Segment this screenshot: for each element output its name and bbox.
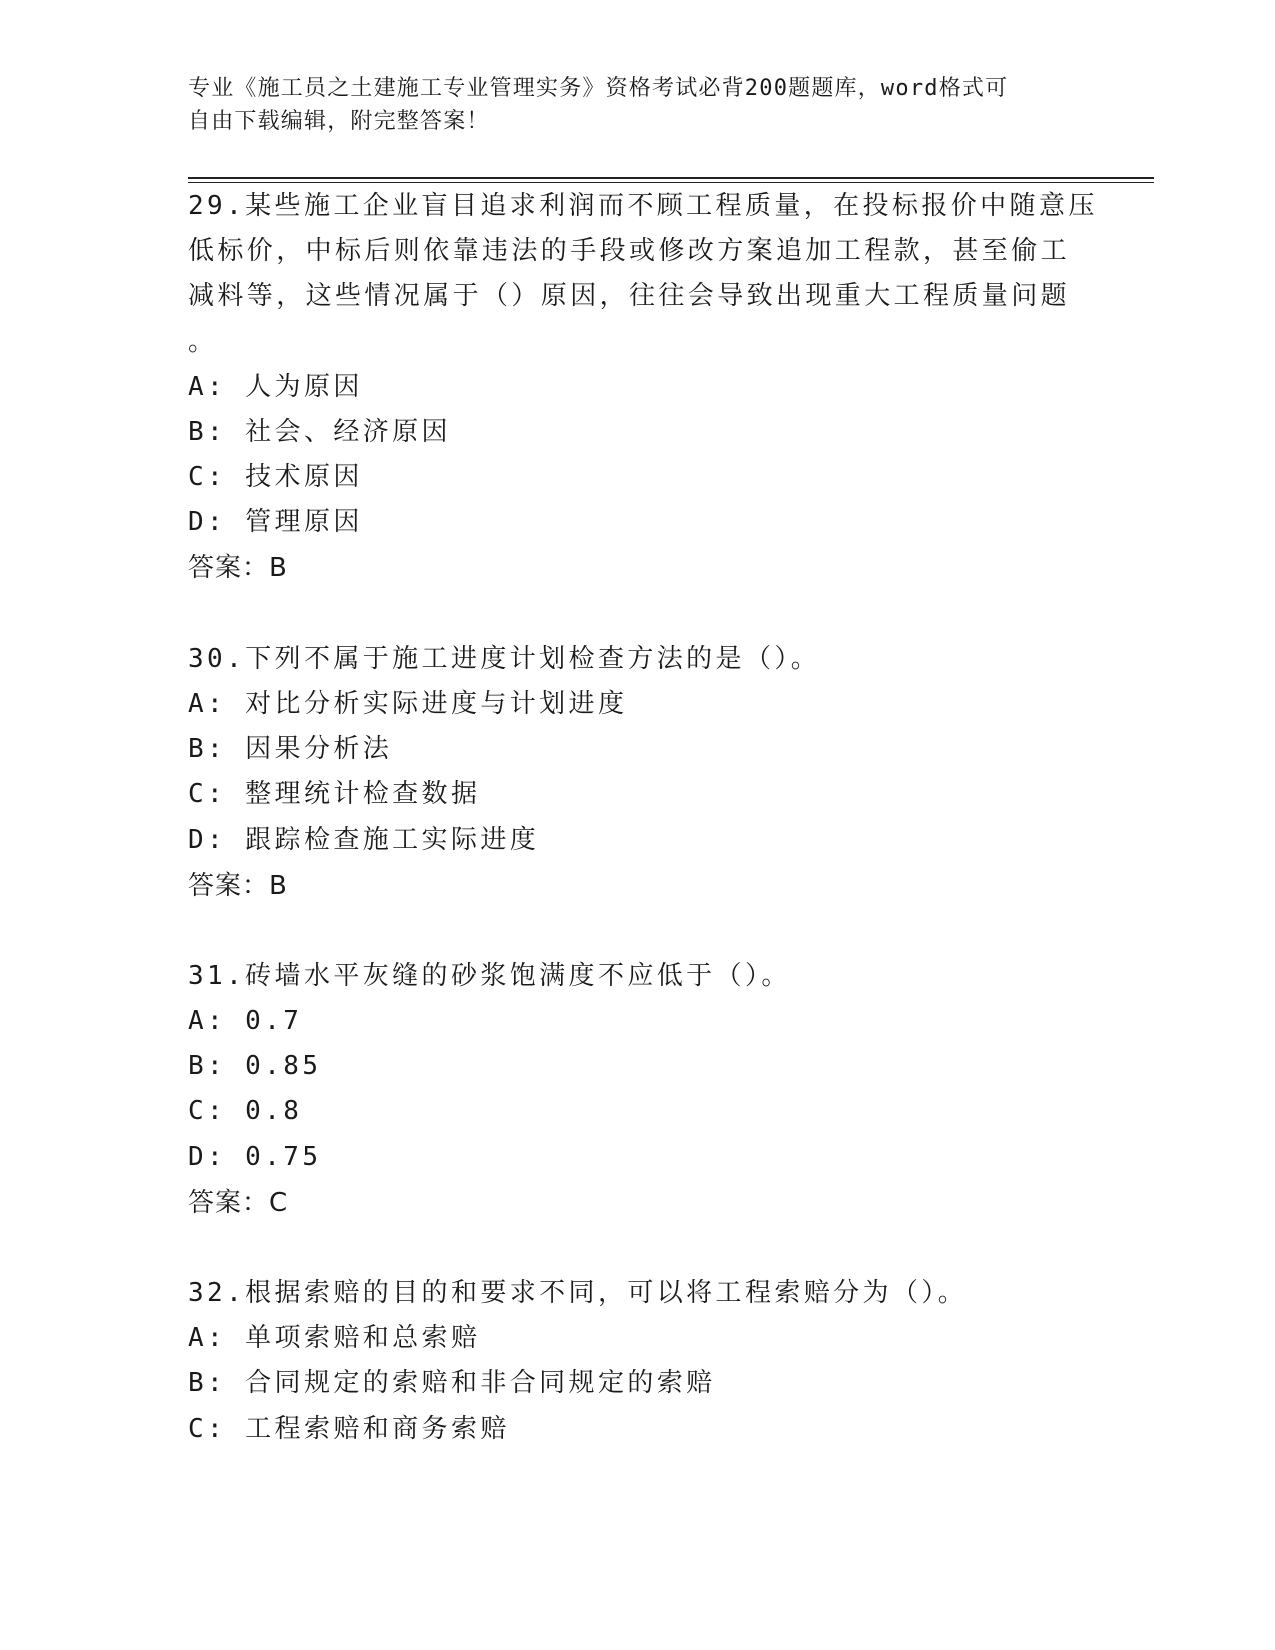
question-31-line-1: 31.砖墙水平灰缝的砂浆饱满度不应低于（）。 — [188, 961, 791, 991]
question-29-option-d: D: 管理原因 — [188, 507, 363, 537]
question-32-option-a: A: 单项索赔和总索赔 — [188, 1323, 481, 1353]
question-29-line-2: 低标价，中标后则依靠违法的手段或修改方案追加工程款，甚至偷工 — [188, 236, 1071, 266]
question-30-line-1: 30.下列不属于施工进度计划检查方法的是（）。 — [188, 644, 821, 674]
question-29-line-4: 。 — [188, 327, 218, 357]
header-line-1: 专业《施工员之土建施工专业管理实务》资格考试必背200题题库，word格式可 — [188, 76, 1009, 101]
question-30-option-c: C: 整理统计检查数据 — [188, 779, 481, 809]
question-31-option-d: D: 0.75 — [188, 1142, 322, 1172]
question-30-option-d: D: 跟踪检查施工实际进度 — [188, 825, 540, 855]
question-32-option-c: C: 工程索赔和商务索赔 — [188, 1414, 510, 1444]
header-divider-thin — [188, 182, 1154, 183]
question-31-option-b: B: 0.85 — [188, 1051, 322, 1081]
question-29-line-3: 减料等，这些情况属于（）原因，往往会导致出现重大工程质量问题 — [188, 281, 1071, 311]
question-31-option-a: A: 0.7 — [188, 1006, 303, 1036]
header-line-2: 自由下载编辑，附完整答案！ — [188, 109, 490, 134]
question-31-answer: 答案：C — [188, 1188, 289, 1218]
header-divider-thick — [188, 177, 1154, 179]
question-29-option-c: C: 技术原因 — [188, 462, 363, 492]
question-30-answer: 答案：B — [188, 871, 288, 901]
question-30-option-b: B: 因果分析法 — [188, 734, 393, 764]
question-29-option-a: A: 人为原因 — [188, 372, 363, 402]
question-29-option-b: B: 社会、经济原因 — [188, 417, 451, 447]
question-32-line-1: 32.根据索赔的目的和要求不同，可以将工程索赔分为（）。 — [188, 1278, 968, 1308]
question-32-option-b: B: 合同规定的索赔和非合同规定的索赔 — [188, 1368, 716, 1398]
question-29-line-1: 29.某些施工企业盲目追求利润而不顾工程质量，在投标报价中随意压 — [188, 191, 1098, 221]
question-31-option-c: C: 0.8 — [188, 1096, 303, 1126]
document-header — [188, 72, 1068, 138]
question-30-option-a: A: 对比分析实际进度与计划进度 — [188, 689, 628, 719]
question-29-answer: 答案：B — [188, 553, 288, 583]
